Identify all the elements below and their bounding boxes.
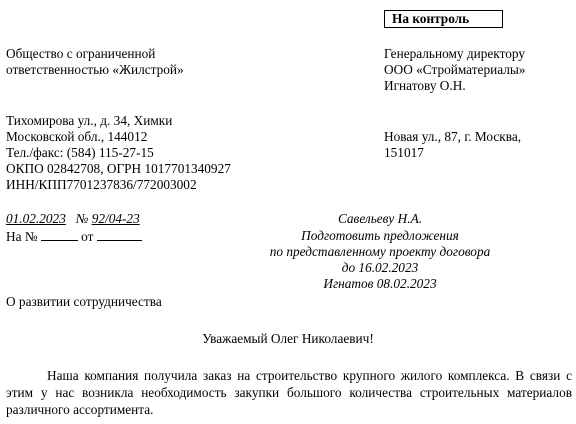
body-paragraph: Наша компания получила заказ на строительство крупного жилого комплекса. В связи с этим у нас возникла необходимость закупки большого количества строительных материалов различного ассортимента. [6, 368, 572, 417]
sender-phone: Тел./факс: (584) 115-27-15 [6, 145, 154, 160]
reference-number-blank [41, 228, 78, 241]
resolution-addressee: Савельеву Н.А. [337, 211, 423, 226]
sender-inn: ИНН/КПП7701237836/772003002 [6, 177, 197, 192]
greeting: Уважаемый Олег Николаевич! [202, 331, 374, 346]
sender-address-line2: Московской обл., 144012 [6, 129, 148, 144]
registration-line [6, 211, 140, 227]
sender-org-line1: Общество с ограниченной [6, 46, 156, 61]
sender-org-line2: ответственностью «Жилстрой» [6, 62, 184, 77]
recipient-company: ООО «Стройматериалы» [384, 62, 526, 77]
recipient-address-line1: Новая ул., 87, г. Москва, [384, 129, 522, 144]
reference-label: На № [6, 229, 38, 244]
from-label: от [81, 229, 94, 244]
control-stamp: На контроль [384, 10, 503, 28]
recipient-name: Игнатову О.Н. [384, 78, 466, 93]
outgoing-number: 92/04-23 [91, 211, 140, 226]
letter-subject: О развитии сотрудничества [6, 294, 162, 309]
outgoing-date: 01.02.2023 [6, 211, 66, 226]
sender-address-line1: Тихомирова ул., д. 34, Химки [6, 113, 173, 128]
number-label: № [75, 211, 89, 226]
resolution-instruction: Подготовить предложения [301, 228, 459, 243]
resolution-deadline: до 16.02.2023 [341, 260, 419, 275]
resolution-subject: по представленному проекту договора [269, 244, 491, 259]
sender-okpo: ОКПО 02842708, ОГРН 1017701340927 [6, 161, 231, 176]
reference-line [6, 228, 142, 245]
recipient-address-line2: 151017 [384, 145, 424, 160]
resolution-signature: Игнатов 08.02.2023 [323, 276, 437, 291]
reference-date-blank [97, 228, 142, 241]
recipient-position: Генеральному директору [384, 46, 525, 61]
